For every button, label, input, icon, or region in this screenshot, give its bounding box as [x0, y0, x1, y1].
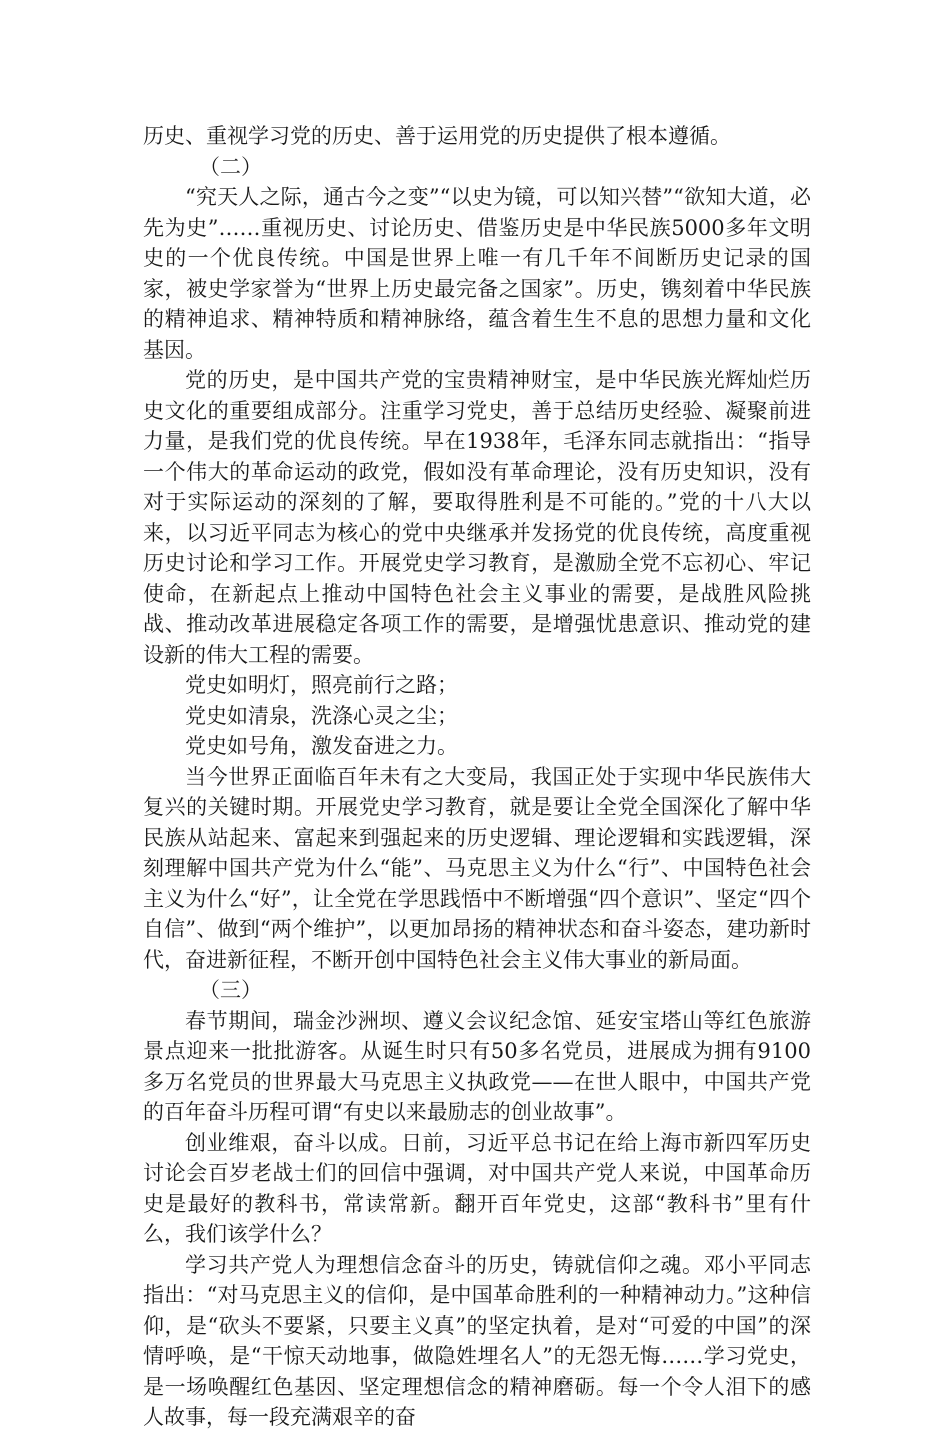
verse-line: 党史如明灯，照亮前行之路； — [185, 673, 458, 697]
verse-line: 党史如号角，激发奋进之力。 — [185, 734, 458, 758]
document-body — [143, 121, 811, 1433]
paragraph: 学习共产党人为理想信念奋斗的历史，铸就信仰之魂。邓小平同志指出：“对马克思主义的信仰，是中国革命胜利的一种精神动力。”这种信仰，是“砍头不要紧，只要主义真”的坚定执着，是对“可爱的中国”的深情呼唤，是“干惊天动地事，做隐姓埋名人”的无怨无悔……学习党史，是一场唤醒红色基因、坚定理想信念的精神磨砺。每一个令人泪下的感人故事，每一段充满艰辛的奋 — [143, 1252, 811, 1429]
section-heading-3: （三） — [199, 978, 262, 1002]
paragraph: 当今世界正面临百年未有之大变局，我国正处于实现中华民族伟大复兴的关键时期。开展党史学习教育，就是要让全党全国深化了解中华民族从站起来、富起来到强起来的历史逻辑、理论逻辑和实践逻辑，深刻理解中国共产党为什么“能”、马克思主义为什么“行”、中国特色社会主义为什么“好”，让全党在学思践悟中不断增强“四个意识”、坚定“四个自信”、做到“两个维护”，以更加昂扬的精神状态和奋斗姿态，建功新时代，奋进新征程，不断开创中国特色社会主义伟大事业的新局面。 — [143, 764, 811, 972]
paragraph: 党的历史，是中国共产党的宝贵精神财宝，是中华民族光辉灿烂历史文化的重要组成部分。注重学习党史，善于总结历史经验、凝聚前进力量，是我们党的优良传统。早在1938年，毛泽东同志就指出：“指导一个伟大的革命运动的政党，假如没有革命理论，没有历史知识，没有对于实际运动的深刻的了解，要取得胜利是不可能的。”党的十八大以来，以习近平同志为核心的党中央继承并发扬党的优良传统，高度重视历史讨论和学习工作。开展党史学习教育，是激励全党不忘初心、牢记使命，在新起点上推动中国特色社会主义事业的需要，是战胜风险挑战、推动改革进展稳定各项工作的需要，是增强忧患意识、推动党的建设新的伟大工程的需要。 — [143, 368, 811, 667]
paragraph: “究天人之际，通古今之变”“以史为镜，可以知兴替”“欲知大道，必先为史”……重视历史、讨论历史、借鉴历史是中华民族5000多年文明史的一个优良传统。中国是世界上唯一有几千年不间断历史记录的国家，被史学家誉为“世界上历史最完备之国家”。历史，镌刻着中华民族的精神追求、精神特质和精神脉络，蕴含着生生不息的思想力量和文化基因。 — [143, 185, 811, 362]
verse-line: 党史如清泉，洗涤心灵之尘； — [185, 703, 458, 728]
section-heading-2: （二） — [199, 154, 262, 179]
paragraph: 历史、重视学习党的历史、善于运用党的历史提供了根本遵循。 — [143, 124, 731, 148]
paragraph: 创业维艰，奋斗以成。日前，习近平总书记在给上海市新四军历史讨论会百岁老战士们的回信中强调，对中国共产党人来说，中国革命历史是最好的教科书，常读常新。翻开百年党史，这部“教科书”里有什么，我们该学什么？ — [143, 1130, 811, 1246]
paragraph: 春节期间，瑞金沙洲坝、遵义会议纪念馆、延安宝塔山等红色旅游景点迎来一批批游客。从诞生时只有50多名党员，进展成为拥有9100多万名党员的世界最大马克思主义执政党——在世人眼中，中国共产党的百年奋斗历程可谓“有史以来最励志的创业故事”。 — [143, 1008, 811, 1124]
